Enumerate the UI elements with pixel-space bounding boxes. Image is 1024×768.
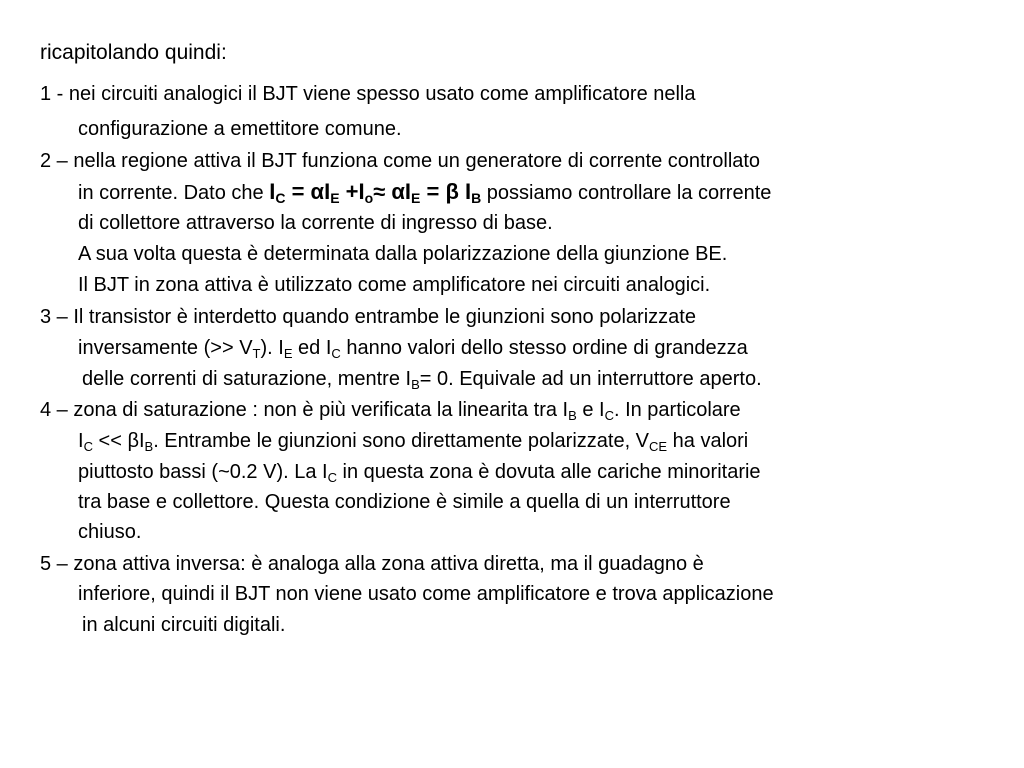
collector-current-formula: $I_C = \alpha I_E +I_o\approx \alpha I_E = \beta$ $I_B$ [269, 179, 482, 206]
point-2-line-5: Il BJT in zona attiva è utilizzato come amplificatore nei circuiti analogici. [78, 274, 711, 296]
point-3-line-2: inversamente (>> $V_T$). $I_E$ ed $I_C$ hanno valori dello stesso ordine di grandezza [78, 337, 748, 361]
point-2-line-1: 2 – nella regione attiva il BJT funziona come un generatore di corrente controllato [40, 150, 761, 172]
point-4-line-1: 4 – zona di saturazione : non è più verificata la linearita tra $I_B$ e $I_C$. In particolare [40, 399, 741, 423]
point-3-line-3: delle correnti di saturazione, mentre $I_B= 0$. Equivale ad un interruttore aperto. [82, 368, 762, 392]
text-segment: possiamo controllare la corrente [481, 182, 772, 204]
point-4-line-2: $I_C << \beta I_B$. Entrambe le giunzioni sono direttamente polarizzate, $V_{CE}$ ha valori [78, 430, 749, 454]
point-3-line-1: 3 – Il transistor è interdetto quando entrambe le giunzioni sono polarizzate [40, 306, 696, 328]
slide-title: ricapitolando quindi: [40, 41, 227, 64]
point-1-line-1: 1 - nei circuiti analogici il BJT viene spesso usato come amplificatore nella [40, 83, 696, 105]
point-4-line-4: tra base e collettore. Questa condizione è simile a quella di un interruttore [78, 491, 731, 513]
point-4-line-3: piuttosto bassi (~0.2 V). La $I_C$ in questa zona è dovuta alle cariche minoritarie [78, 461, 761, 485]
point-4-line-5: chiuso. [78, 521, 142, 543]
text-segment: in corrente. Dato che [78, 182, 270, 204]
point-1-line-2: configurazione a emettitore comune. [78, 118, 402, 140]
point-5-line-2: inferiore, quindi il BJT non viene usato come amplificatore e trova applicazione [78, 583, 774, 605]
point-2-line-2 [78, 180, 771, 205]
point-5-line-3: in alcuni circuiti digitali. [82, 614, 286, 636]
point-2-line-3: di collettore attraverso la corrente di ingresso di base. [78, 212, 553, 234]
point-5-line-1: 5 – zona attiva inversa: è analoga alla zona attiva diretta, ma il guadagno è [40, 553, 704, 575]
point-2-line-4: A sua volta questa è determinata dalla polarizzazione della giunzione BE. [78, 243, 728, 265]
